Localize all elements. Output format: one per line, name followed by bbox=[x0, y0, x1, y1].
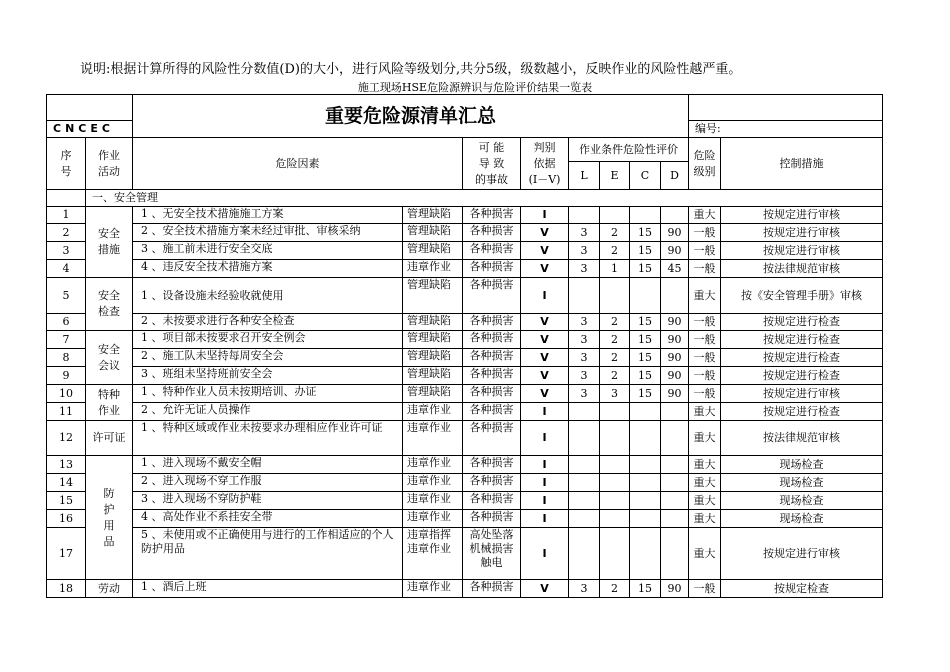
cell-factor: 3 、班组未坚持班前安全会 bbox=[133, 367, 403, 385]
table-row bbox=[47, 580, 883, 598]
header-top-row bbox=[47, 95, 883, 121]
cell-E: 2 bbox=[600, 224, 630, 242]
cell-type: 管理缺陷 bbox=[403, 207, 463, 224]
cell-accident: 各种损害 bbox=[463, 421, 521, 456]
table-row bbox=[47, 278, 883, 314]
cell-C bbox=[630, 510, 661, 528]
cell-accident: 各种损害 bbox=[463, 510, 521, 528]
cell-factor: 1 、设备设施未经验收就使用 bbox=[133, 278, 403, 314]
cell-level: 重大 bbox=[689, 492, 721, 510]
cell-type: 违章作业 bbox=[403, 474, 463, 492]
cell-control: 按法律规范审核 bbox=[721, 260, 883, 278]
cell-activity-group: 劳动 bbox=[86, 580, 133, 598]
table-row bbox=[47, 367, 883, 385]
cell-L bbox=[569, 403, 600, 421]
col-basis: 判别 依据 (I－V) bbox=[521, 138, 569, 190]
col-level: 危险 级别 bbox=[689, 138, 721, 190]
col-activity: 作业 活动 bbox=[86, 138, 133, 190]
cell-C: 15 bbox=[630, 224, 661, 242]
cell-L: 3 bbox=[569, 367, 600, 385]
cell-accident: 各种损害 bbox=[463, 492, 521, 510]
cell-accident: 各种损害 bbox=[463, 331, 521, 349]
cell-type: 违章作业 bbox=[403, 456, 463, 474]
cell-E bbox=[600, 278, 630, 314]
cell-type: 违章作业 bbox=[403, 403, 463, 421]
cell-factor: 2 、允许无证人员操作 bbox=[133, 403, 403, 421]
cell-type: 管理缺陷 bbox=[403, 367, 463, 385]
cell-L bbox=[569, 456, 600, 474]
cell-E bbox=[600, 456, 630, 474]
table-row bbox=[47, 456, 883, 474]
cell-D: 90 bbox=[661, 580, 689, 598]
cell-factor: 1 、进入现场不戴安全帽 bbox=[133, 456, 403, 474]
cell-type: 管理缺陷 bbox=[403, 385, 463, 403]
cell-E bbox=[600, 528, 630, 580]
cell-accident: 各种损害 bbox=[463, 474, 521, 492]
cell-basis: V bbox=[521, 331, 569, 349]
cell-control: 按规定进行审核 bbox=[721, 207, 883, 224]
cell-L bbox=[569, 528, 600, 580]
table-row bbox=[47, 331, 883, 349]
explanation-note: 说明:根据计算所得的风险性分数值(D)的大小，进行风险等级划分,共分5级，级数越小，反映作业的风险性越严重。 bbox=[80, 62, 742, 77]
cell-accident: 各种损害 bbox=[463, 403, 521, 421]
cell-type: 违章作业 bbox=[403, 580, 463, 598]
cell-control: 按规定进行检查 bbox=[721, 331, 883, 349]
cell-basis: V bbox=[521, 314, 569, 331]
cell-control: 现场检查 bbox=[721, 474, 883, 492]
cell-C: 15 bbox=[630, 349, 661, 367]
cell-E bbox=[600, 474, 630, 492]
cell-control: 按规定进行审核 bbox=[721, 224, 883, 242]
cell-level: 一般 bbox=[689, 580, 721, 598]
cell-seq: 18 bbox=[47, 580, 86, 598]
cell-accident: 各种损害 bbox=[463, 207, 521, 224]
cell-L bbox=[569, 421, 600, 456]
cell-D bbox=[661, 456, 689, 474]
cell-E bbox=[600, 492, 630, 510]
cell-control: 按规定检查 bbox=[721, 580, 883, 598]
cell-accident: 各种损害 bbox=[463, 278, 521, 314]
table-row bbox=[47, 528, 883, 580]
table-title: 重要危险源清单汇总 bbox=[133, 95, 689, 138]
cell-control: 现场检查 bbox=[721, 510, 883, 528]
cell-type: 管理缺陷 bbox=[403, 224, 463, 242]
cell-level: 一般 bbox=[689, 367, 721, 385]
table-row bbox=[47, 474, 883, 492]
cell-L bbox=[569, 278, 600, 314]
col-E: E bbox=[600, 162, 630, 190]
table-row bbox=[47, 492, 883, 510]
table-body bbox=[47, 207, 883, 598]
cell-D: 90 bbox=[661, 242, 689, 260]
cell-basis: V bbox=[521, 242, 569, 260]
cell-activity-group: 许可证 bbox=[86, 421, 133, 456]
cell-control: 按规定进行检查 bbox=[721, 403, 883, 421]
table-subtitle: 施工现场HSE危险源辨识与危险评价结果一览表 bbox=[357, 81, 593, 94]
cell-control: 按规定进行审核 bbox=[721, 385, 883, 403]
cell-L: 3 bbox=[569, 224, 600, 242]
cell-control: 现场检查 bbox=[721, 456, 883, 474]
cell-level: 重大 bbox=[689, 456, 721, 474]
cell-seq: 4 bbox=[47, 260, 86, 278]
cell-basis: V bbox=[521, 349, 569, 367]
cell-control: 现场检查 bbox=[721, 492, 883, 510]
cell-activity-group: 防 护 用 品 bbox=[86, 456, 133, 580]
col-accident: 可 能 导 致 的事故 bbox=[463, 138, 521, 190]
column-header-row-1 bbox=[47, 138, 883, 162]
cell-seq: 1 bbox=[47, 207, 86, 224]
cell-L: 3 bbox=[569, 349, 600, 367]
cell-E bbox=[600, 403, 630, 421]
cell-seq: 11 bbox=[47, 403, 86, 421]
company-code: CNCEC bbox=[47, 121, 133, 138]
hazard-table bbox=[46, 94, 883, 598]
cell-E: 3 bbox=[600, 385, 630, 403]
col-seq: 序 号 bbox=[47, 138, 86, 190]
cell-L bbox=[569, 207, 600, 224]
table-row bbox=[47, 510, 883, 528]
cell-type: 违章指挥 违章作业 bbox=[403, 528, 463, 580]
table-row bbox=[47, 349, 883, 367]
cell-D bbox=[661, 207, 689, 224]
cell-L bbox=[569, 474, 600, 492]
cell-level: 重大 bbox=[689, 403, 721, 421]
cell-level: 重大 bbox=[689, 207, 721, 224]
cell-D bbox=[661, 474, 689, 492]
cell-level: 一般 bbox=[689, 260, 721, 278]
cell-type: 违章作业 bbox=[403, 492, 463, 510]
cell-seq: 13 bbox=[47, 456, 86, 474]
cell-basis: I bbox=[521, 474, 569, 492]
cell-basis: V bbox=[521, 580, 569, 598]
cell-D: 90 bbox=[661, 367, 689, 385]
cell-factor: 2 、施工队未坚持每周安全会 bbox=[133, 349, 403, 367]
cell-C bbox=[630, 528, 661, 580]
cell-E: 2 bbox=[600, 314, 630, 331]
cell-D: 90 bbox=[661, 349, 689, 367]
col-L: L bbox=[569, 162, 600, 190]
cell-basis: I bbox=[521, 456, 569, 474]
cell-basis: I bbox=[521, 403, 569, 421]
cell-basis: V bbox=[521, 260, 569, 278]
cell-C: 15 bbox=[630, 260, 661, 278]
cell-E: 2 bbox=[600, 331, 630, 349]
cell-L: 3 bbox=[569, 331, 600, 349]
cell-C: 15 bbox=[630, 242, 661, 260]
col-D: D bbox=[661, 162, 689, 190]
cell-basis: I bbox=[521, 528, 569, 580]
cell-C: 15 bbox=[630, 314, 661, 331]
cell-D bbox=[661, 510, 689, 528]
cell-accident: 各种损害 bbox=[463, 224, 521, 242]
cell-C bbox=[630, 278, 661, 314]
cell-type: 管理缺陷 bbox=[403, 242, 463, 260]
cell-type: 管理缺陷 bbox=[403, 278, 463, 314]
cell-type: 违章作业 bbox=[403, 510, 463, 528]
col-factor: 危险因素 bbox=[133, 138, 463, 190]
table-row bbox=[47, 385, 883, 403]
cell-seq: 10 bbox=[47, 385, 86, 403]
cell-control: 按规定进行检查 bbox=[721, 367, 883, 385]
cell-level: 重大 bbox=[689, 510, 721, 528]
cell-activity-group: 安全 措施 bbox=[86, 207, 133, 278]
col-control: 控制措施 bbox=[721, 138, 883, 190]
cell-factor: 1 、特种区域或作业未按要求办理相应作业许可证 bbox=[133, 421, 403, 456]
table-row bbox=[47, 242, 883, 260]
cell-accident: 各种损害 bbox=[463, 242, 521, 260]
cell-factor: 5 、未使用或不正确使用与进行的工作相适应的个人防护用品 bbox=[133, 528, 403, 580]
cell-control: 按《安全管理手册》审核 bbox=[721, 278, 883, 314]
cell-C: 15 bbox=[630, 331, 661, 349]
section-title: 一、安全管理 bbox=[86, 190, 883, 207]
cell-control: 按规定进行检查 bbox=[721, 349, 883, 367]
table-row bbox=[47, 207, 883, 224]
cell-level: 一般 bbox=[689, 331, 721, 349]
cell-E bbox=[600, 207, 630, 224]
cell-L: 3 bbox=[569, 314, 600, 331]
cell-basis: I bbox=[521, 421, 569, 456]
cell-C: 15 bbox=[630, 367, 661, 385]
cell-level: 一般 bbox=[689, 349, 721, 367]
cell-L: 3 bbox=[569, 242, 600, 260]
cell-seq: 16 bbox=[47, 510, 86, 528]
cell-E bbox=[600, 421, 630, 456]
cell-E: 2 bbox=[600, 242, 630, 260]
table-row bbox=[47, 403, 883, 421]
cell-activity-group: 特种 作业 bbox=[86, 385, 133, 421]
cell-level: 重大 bbox=[689, 421, 721, 456]
cell-factor: 1 、项目部未按要求召开安全例会 bbox=[133, 331, 403, 349]
table-row bbox=[47, 224, 883, 242]
cell-control: 按法律规范审核 bbox=[721, 421, 883, 456]
cell-seq: 8 bbox=[47, 349, 86, 367]
cell-D bbox=[661, 421, 689, 456]
cell-basis: V bbox=[521, 367, 569, 385]
cell-accident: 各种损害 bbox=[463, 260, 521, 278]
cell-L bbox=[569, 510, 600, 528]
cell-type: 管理缺陷 bbox=[403, 349, 463, 367]
cell-E: 1 bbox=[600, 260, 630, 278]
cell-level: 重大 bbox=[689, 278, 721, 314]
cell-factor: 2 、进入现场不穿工作服 bbox=[133, 474, 403, 492]
cell-L bbox=[569, 492, 600, 510]
cell-basis: I bbox=[521, 492, 569, 510]
cell-factor: 1 、特种作业人员未按期培训、办证 bbox=[133, 385, 403, 403]
cell-activity-group: 安全 会议 bbox=[86, 331, 133, 385]
cell-D: 90 bbox=[661, 224, 689, 242]
cell-basis: I bbox=[521, 278, 569, 314]
cell-seq: 5 bbox=[47, 278, 86, 314]
col-C: C bbox=[630, 162, 661, 190]
cell-L: 3 bbox=[569, 385, 600, 403]
cell-factor: 3 、施工前未进行安全交底 bbox=[133, 242, 403, 260]
cell-factor: 1 、酒后上班 bbox=[133, 580, 403, 598]
cell-seq: 12 bbox=[47, 421, 86, 456]
cell-L: 3 bbox=[569, 580, 600, 598]
cell-activity-group: 安全 检查 bbox=[86, 278, 133, 331]
cell-level: 一般 bbox=[689, 242, 721, 260]
cell-factor: 1 、无安全技术措施施工方案 bbox=[133, 207, 403, 224]
cell-C bbox=[630, 421, 661, 456]
number-label: 编号: bbox=[689, 121, 883, 138]
cell-level: 一般 bbox=[689, 385, 721, 403]
cell-factor: 4 、违反安全技术措施方案 bbox=[133, 260, 403, 278]
cell-C: 15 bbox=[630, 385, 661, 403]
cell-E: 2 bbox=[600, 349, 630, 367]
cell-basis: I bbox=[521, 207, 569, 224]
cell-D bbox=[661, 492, 689, 510]
cell-E: 2 bbox=[600, 580, 630, 598]
cell-seq: 17 bbox=[47, 528, 86, 580]
cell-D: 90 bbox=[661, 385, 689, 403]
cell-type: 违章作业 bbox=[403, 421, 463, 456]
cell-accident: 各种损害 bbox=[463, 349, 521, 367]
cell-D bbox=[661, 403, 689, 421]
table-row bbox=[47, 260, 883, 278]
cell-D bbox=[661, 278, 689, 314]
cell-C: 15 bbox=[630, 580, 661, 598]
number-cell-top bbox=[689, 95, 883, 121]
cell-basis: V bbox=[521, 224, 569, 242]
cell-accident: 高处坠落 机械损害 触电 bbox=[463, 528, 521, 580]
cell-D bbox=[661, 528, 689, 580]
cell-seq: 9 bbox=[47, 367, 86, 385]
cell-type: 管理缺陷 bbox=[403, 331, 463, 349]
table-row bbox=[47, 421, 883, 456]
cell-type: 违章作业 bbox=[403, 260, 463, 278]
cell-level: 一般 bbox=[689, 224, 721, 242]
cell-D: 90 bbox=[661, 314, 689, 331]
cell-control: 按规定进行审核 bbox=[721, 528, 883, 580]
cell-factor: 2 、未按要求进行各种安全检查 bbox=[133, 314, 403, 331]
table-row bbox=[47, 314, 883, 331]
cell-seq: 15 bbox=[47, 492, 86, 510]
cell-basis: V bbox=[521, 385, 569, 403]
cell-seq: 3 bbox=[47, 242, 86, 260]
cell-accident: 各种损害 bbox=[463, 314, 521, 331]
section-seq-empty bbox=[47, 190, 86, 207]
code-cell-top bbox=[47, 95, 133, 121]
cell-D: 90 bbox=[661, 331, 689, 349]
cell-D: 45 bbox=[661, 260, 689, 278]
col-eval: 作业条件危险性评价 bbox=[569, 138, 689, 162]
cell-C bbox=[630, 474, 661, 492]
cell-seq: 7 bbox=[47, 331, 86, 349]
cell-seq: 14 bbox=[47, 474, 86, 492]
cell-seq: 6 bbox=[47, 314, 86, 331]
cell-accident: 各种损害 bbox=[463, 580, 521, 598]
section-row bbox=[47, 190, 883, 207]
cell-basis: I bbox=[521, 510, 569, 528]
cell-E: 2 bbox=[600, 367, 630, 385]
cell-L: 3 bbox=[569, 260, 600, 278]
cell-C bbox=[630, 403, 661, 421]
cell-seq: 2 bbox=[47, 224, 86, 242]
cell-C bbox=[630, 207, 661, 224]
cell-control: 按规定进行检查 bbox=[721, 314, 883, 331]
cell-accident: 各种损害 bbox=[463, 456, 521, 474]
cell-factor: 4 、高处作业不系挂安全带 bbox=[133, 510, 403, 528]
cell-C bbox=[630, 492, 661, 510]
cell-level: 重大 bbox=[689, 528, 721, 580]
cell-level: 重大 bbox=[689, 474, 721, 492]
cell-factor: 3 、进入现场不穿防护鞋 bbox=[133, 492, 403, 510]
cell-accident: 各种损害 bbox=[463, 367, 521, 385]
cell-level: 一般 bbox=[689, 314, 721, 331]
cell-control: 按规定进行审核 bbox=[721, 242, 883, 260]
cell-C bbox=[630, 456, 661, 474]
cell-accident: 各种损害 bbox=[463, 385, 521, 403]
cell-type: 管理缺陷 bbox=[403, 314, 463, 331]
cell-E bbox=[600, 510, 630, 528]
cell-factor: 2 、安全技术措施方案未经过审批、审核采纳 bbox=[133, 224, 403, 242]
